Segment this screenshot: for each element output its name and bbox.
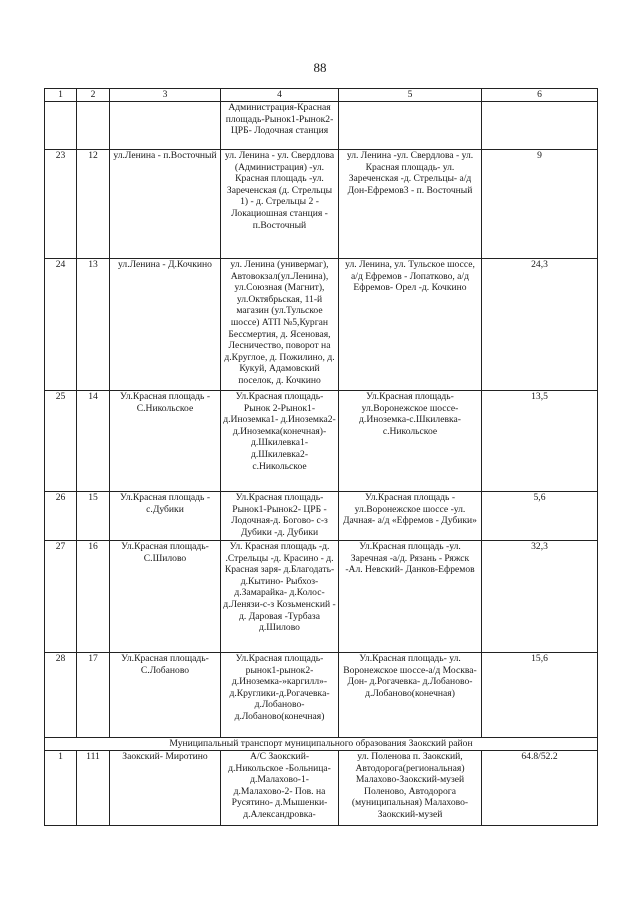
route-name-cell: Ул.Красная площадь - с.Дубики (110, 492, 221, 541)
route-number-cell: 17 (77, 653, 110, 738)
column-number-row (45, 89, 598, 102)
route-name-cell: Ул.Красная площадь - С.Никольское (110, 391, 221, 492)
forward-path-cell: ул. Ленина - ул. Свердлова (Администрация) -ул. Красная площадь -ул. Зареченская (д. Стрельцы 1) - д. Стрельцы 2 - Локациошная станция - п.Восточный (221, 150, 339, 259)
route-number-cell: 111 (77, 751, 110, 826)
row-number-cell: 28 (45, 653, 77, 738)
route-length-cell: 32,3 (482, 541, 598, 653)
backward-path-cell: Ул.Красная площадь -ул. Заречная -а/д. Рязань - Ряжск -Ал. Невский- Данков-Ефремов (339, 541, 482, 653)
backward-path-cell: ул. Поленова п. Заокский, Автодорога(региональная) Малахово-Заокский-музей Поленово, Автодорога (муниципальная) Малахово-Заокский-музей (339, 751, 482, 826)
route-number-cell: 16 (77, 541, 110, 653)
page-number: 88 (313, 60, 327, 75)
column-number-cell: 3 (110, 89, 221, 102)
row-number-cell (45, 102, 77, 150)
table-row (45, 102, 598, 150)
column-number-cell: 6 (482, 89, 598, 102)
routes-table (44, 88, 598, 826)
route-length-cell: 64.8/52.2 (482, 751, 598, 826)
route-length-cell: 13,5 (482, 391, 598, 492)
backward-path-cell: Ул.Красная площадь - ул.Воронежское шоссе -ул. Дачная- а/д «Ефремов - Дубики» (339, 492, 482, 541)
route-name-cell: ул.Ленина - п.Восточный (110, 150, 221, 259)
route-length-cell: 15,6 (482, 653, 598, 738)
row-number-cell: 23 (45, 150, 77, 259)
column-number-cell: 1 (45, 89, 77, 102)
route-number-cell: 14 (77, 391, 110, 492)
table-row (45, 541, 598, 653)
backward-path-cell: ул. Ленина -ул. Свердлова - ул. Красная площадь- ул. Зареченская -д. Стрельцы- а/д Дон-Ефремов3 - п. Восточный (339, 150, 482, 259)
route-name-cell: Ул.Красная площадь- С.Шилово (110, 541, 221, 653)
backward-path-cell: Ул.Красная площадь- ул. Воронежское шоссе-а/д Москва-Дон- д.Рогачевка- д.Лобаново- д.Лобаново(конечная) (339, 653, 482, 738)
route-name-cell: Заокский- Миротино (110, 751, 221, 826)
routes-table-body (45, 89, 598, 826)
route-length-cell: 9 (482, 150, 598, 259)
route-number-cell (77, 102, 110, 150)
section-title: Муниципальный транспорт муниципального образования Заокский район (45, 738, 598, 751)
forward-path-cell: Ул. Красная площадь -д. .Стрельцы -д. Красино - д. Красная заря- д.Благодать-д.Кытино- Рыбхоз-д.Замарайка- д.Колос-д.Ленязи-с-з Козьменский - д. Даровая -Турбаза д.Шилово (221, 541, 339, 653)
forward-path-cell: Ул.Красная площадь- Рынок 2-Рынок1- д.Иноземка1- д.Иноземка2- д.Иноземка(конечная)- д.Шкилевка1- д.Шкилевка2- с.Никольское (221, 391, 339, 492)
row-number-cell: 25 (45, 391, 77, 492)
backward-path-cell (339, 102, 482, 150)
backward-path-cell: Ул.Красная площадь- ул.Воронежское шоссе- д.Иноземка-с.Шкилевка- с.Никольское (339, 391, 482, 492)
column-number-cell: 4 (221, 89, 339, 102)
forward-path-cell: А/С Заокский- д.Никольское -Больница- д.Малахово-1- д.Малахово-2- Пов. на Русятино- д.Мышенки- д.Александровка- (221, 751, 339, 826)
route-length-cell: 24,3 (482, 259, 598, 391)
row-number-cell: 26 (45, 492, 77, 541)
forward-path-cell: ул. Ленина (универмаг), Автовокзал(ул.Ленина), ул.Союзная (Магнит), ул.Октябрьская, 11-й магазин (ул.Тульское шоссе) АТП №5,Курган Бессмертия, д. Ясеновая, Лесничество, поворот на д.Круглое, д. Пожилино, д. Кукуй, Адамовский поселок, д. Кочкино (221, 259, 339, 391)
forward-path-cell: Ул.Красная площадь- Рынок1-Рынок2- ЦРБ - Лодочная-д. Богово- с-з Дубики -д. Дубики (221, 492, 339, 541)
row-number-cell: 24 (45, 259, 77, 391)
table-row (45, 259, 598, 391)
section-title-row (45, 738, 598, 751)
row-number-cell: 27 (45, 541, 77, 653)
table-row (45, 391, 598, 492)
row-number-cell: 1 (45, 751, 77, 826)
route-length-cell (482, 102, 598, 150)
forward-path-cell: Администрация-Красная площадь-Рынок1-Рынок2- ЦРБ- Лодочная станция (221, 102, 339, 150)
backward-path-cell: ул. Ленина, ул. Тульское шоссе, а/д Ефремов - Лопатково, а/д Ефремов- Орел -д. Кочкино (339, 259, 482, 391)
route-number-cell: 13 (77, 259, 110, 391)
table-row (45, 492, 598, 541)
forward-path-cell: Ул.Красная площадь- рынок1-рынок2- д.Иноземка-»каргилл»- д.Круглики-д.Рогачевка- д.Лобаново- д.Лобаново(конечная) (221, 653, 339, 738)
route-length-cell: 5,6 (482, 492, 598, 541)
route-name-cell: Ул.Красная площадь- С.Лобаново (110, 653, 221, 738)
table-row (45, 751, 598, 826)
table-row (45, 653, 598, 738)
route-number-cell: 15 (77, 492, 110, 541)
column-number-cell: 2 (77, 89, 110, 102)
route-name-cell: ул.Ленина - Д.Кочкино (110, 259, 221, 391)
route-name-cell (110, 102, 221, 150)
table-row (45, 150, 598, 259)
route-number-cell: 12 (77, 150, 110, 259)
column-number-cell: 5 (339, 89, 482, 102)
